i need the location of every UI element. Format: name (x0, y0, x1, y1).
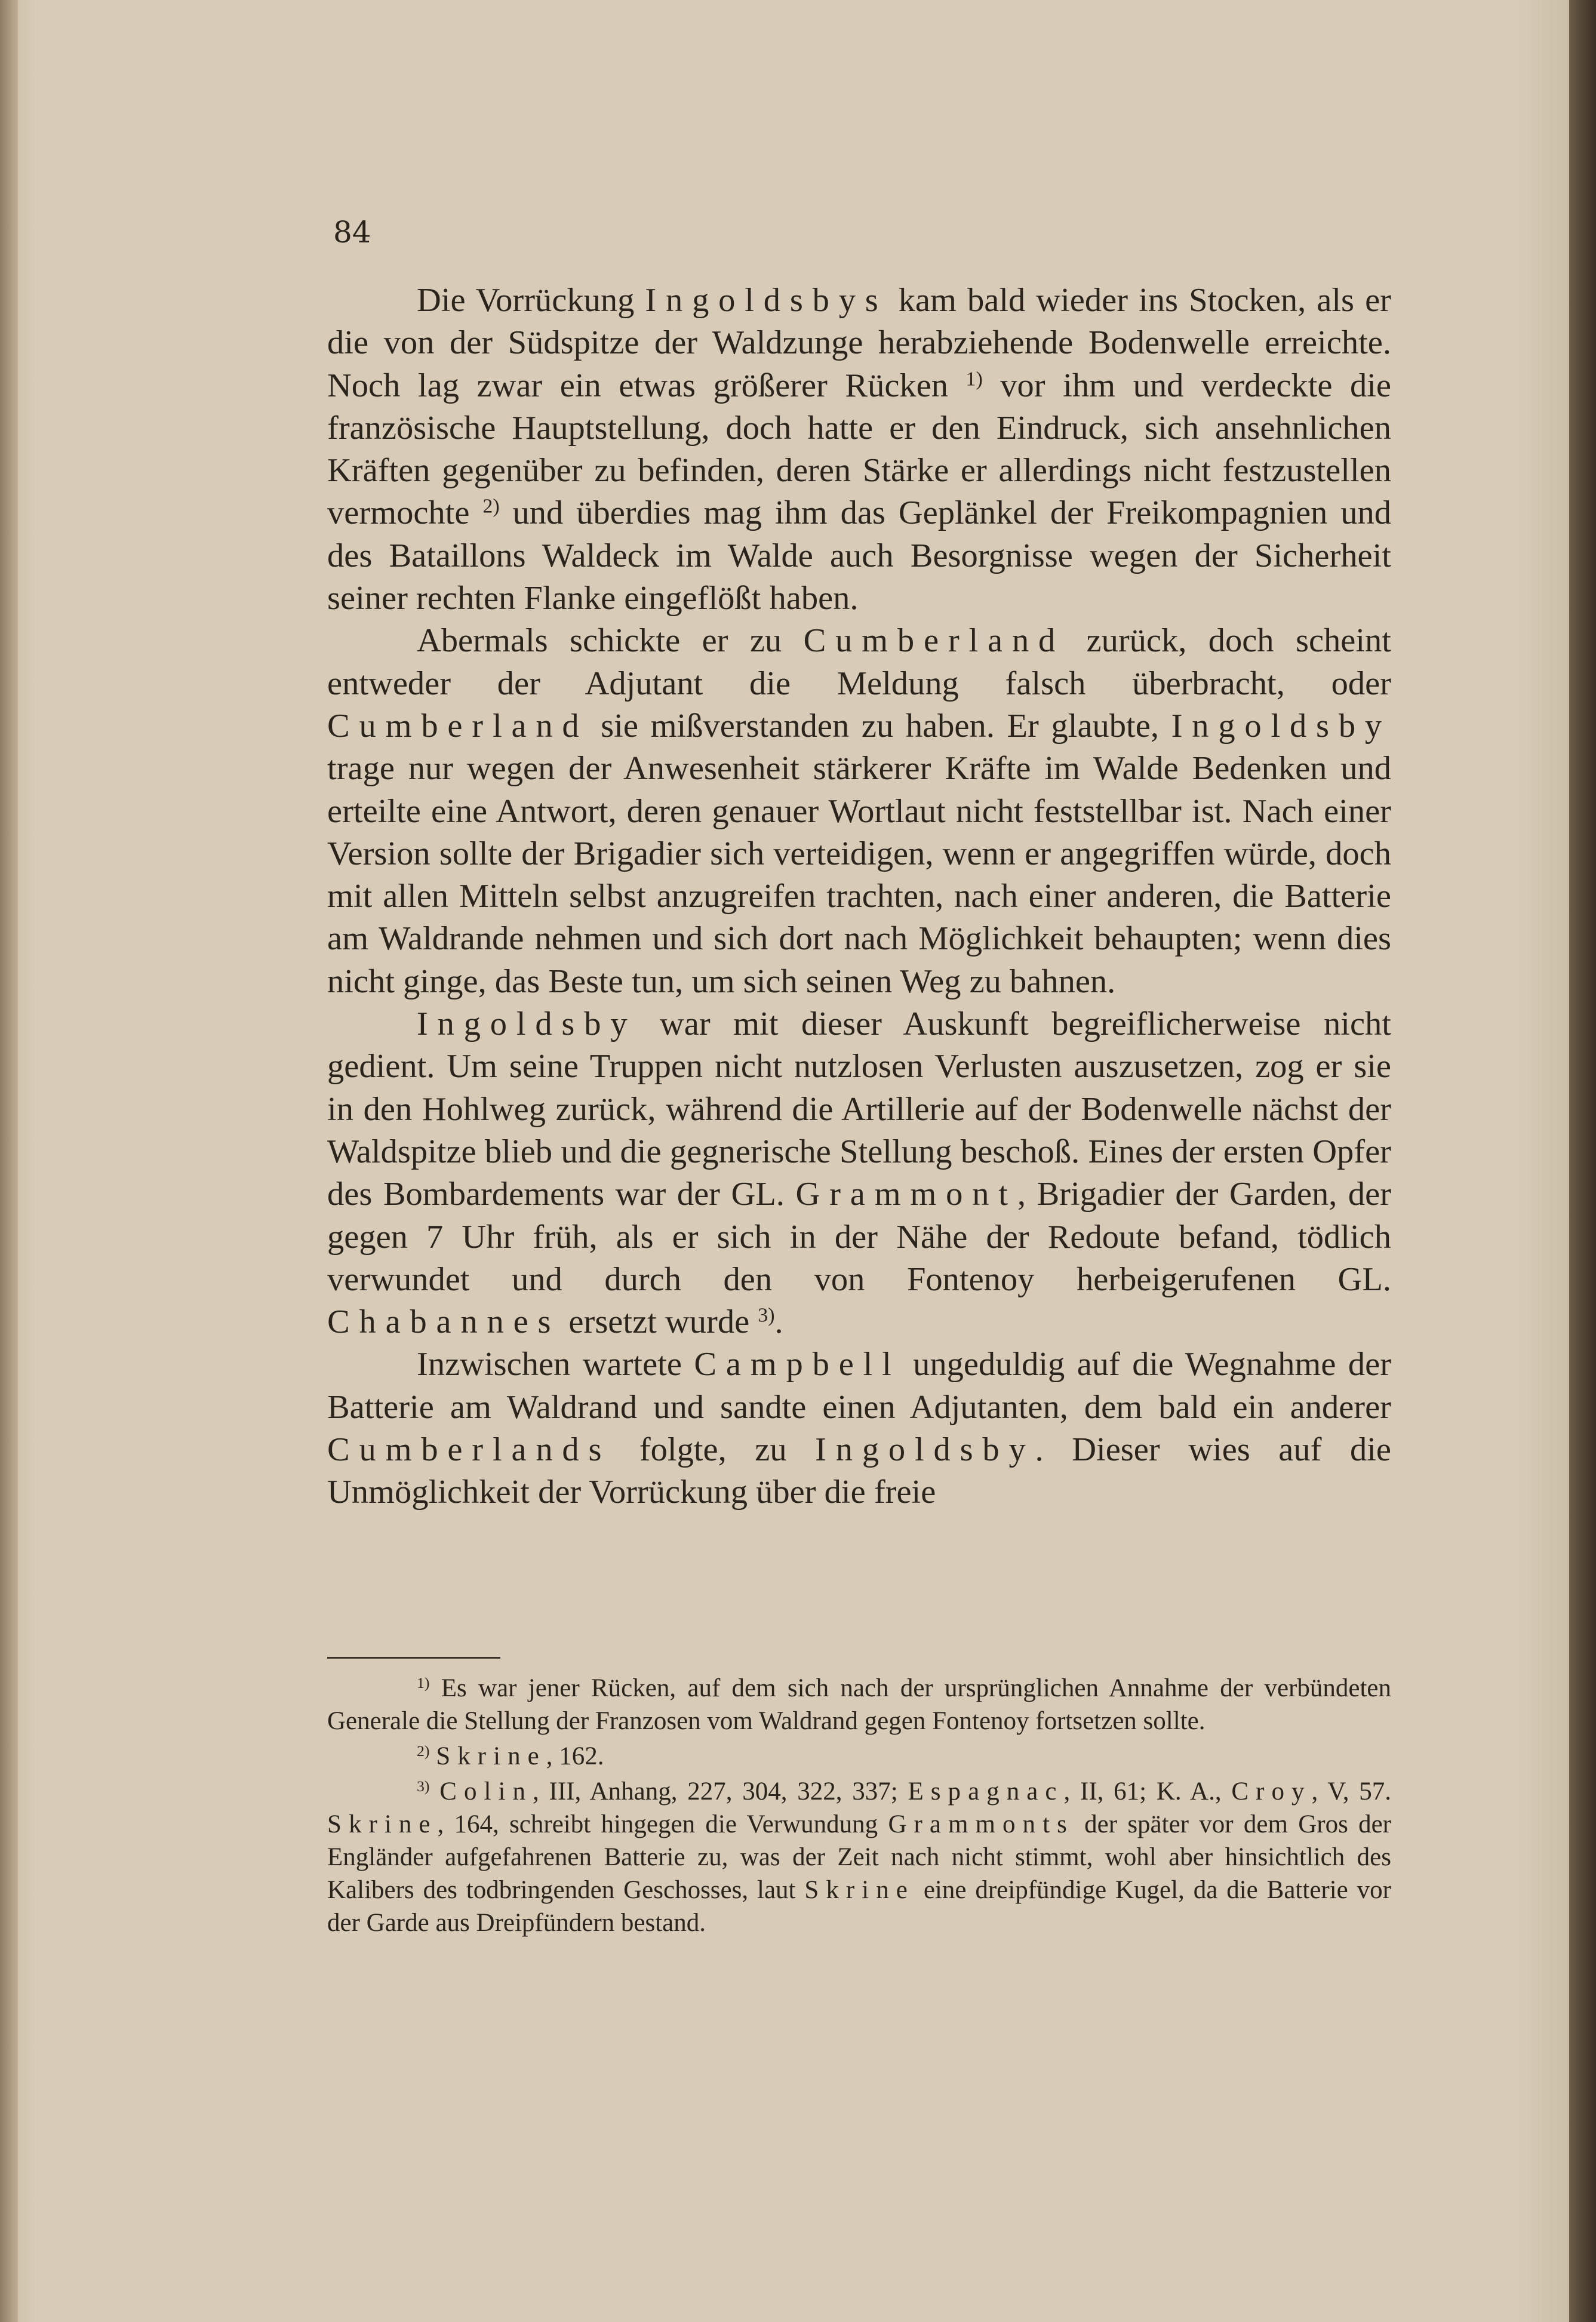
footnote-rule (327, 1657, 500, 1659)
text-run: Es war jener Rücken, auf dem sich nach der ursprünglichen Annahme der verbündeten Generale die Stellung der Franzosen vom Waldrand gegen Fontenoy fortsetzen sollte. (327, 1674, 1391, 1735)
text-run (430, 1777, 440, 1806)
spaced-name: Espagnac (908, 1777, 1064, 1806)
text-run: der später vor dem Gros der Engländer aufgefahrenen Batterie zu, was der Zeit nach nicht stimmt, wohl aber hinsichtlich des Kalibers des todbringenden Geschosses, laut (327, 1810, 1391, 1904)
footnote-marker: 2) (482, 495, 500, 518)
footnote-marker: 1) (965, 367, 983, 390)
text-run: war mit dieser Auskunft begreiflicherweise nicht gedient. Um seine Truppen nicht nutzlosen Verlusten auszusetzen, zog er sie in den Hohlweg zurück, während die Artillerie auf der Bodenwelle nächst der Waldspitze blieb und die gegnerische Stellung beschoß. Eines der ersten Opfer des Bombardements war der GL. (327, 1005, 1391, 1213)
footnote-marker: 1) (417, 1674, 430, 1691)
text-run: Inzwischen wartete (417, 1346, 694, 1383)
text-run: Die Vorrückung (417, 282, 645, 319)
spaced-name: Skrine (804, 1876, 915, 1904)
footnote-marker: 3) (417, 1777, 430, 1795)
text-run (430, 1742, 436, 1770)
text-run: . Dieser wies auf die Unmöglichkeit der Vorrückung über die freie (327, 1431, 1391, 1511)
text-run: und überdies mag ihm das Geplänkel der Freikompagnien und des Bataillons Waldeck im Walde auch Besorgnisse wegen der Sicherheit seiner rechten Flanke eingeflößt haben. (327, 494, 1391, 617)
spaced-name: Skrine (436, 1742, 546, 1770)
text-run: , 162. (546, 1742, 604, 1770)
text-run: vor ihm und verdeckte die französische Hauptstellung, doch hatte er den Eindruck, sich ansehnlichen Kräften gegenüber zu befinden, deren Stärke er allerdings nicht festzustellen vermochte (327, 367, 1391, 532)
spaced-name: Ingoldsbys (645, 282, 888, 319)
text-run: , II, 61; K. A., (1063, 1777, 1232, 1806)
footnote-2 (327, 1740, 1391, 1773)
page-left-edge (0, 0, 18, 2322)
spaced-name: Campbell (694, 1346, 901, 1383)
spaced-name: Ingoldsby (815, 1431, 1035, 1469)
spaced-name: Grammonts (888, 1810, 1074, 1838)
paragraph-3 (327, 1003, 1391, 1343)
book-spine-edge (1569, 0, 1596, 2322)
footnote-1 (327, 1672, 1391, 1737)
spaced-name: Cumberlands (327, 1431, 611, 1469)
text-run: eine dreipfündige Kugel, da die Batterie vor der Garde aus Dreipfündern bestand. (327, 1876, 1391, 1937)
paragraph-1 (327, 279, 1391, 620)
paragraph-4 (327, 1343, 1391, 1514)
page-number: 84 (333, 215, 371, 250)
footnote-3 (327, 1775, 1391, 1939)
footnote-marker: 2) (417, 1742, 430, 1760)
spaced-name: Grammont (795, 1176, 1017, 1213)
text-run: , III, Anhang, 227, 304, 322, 337; (533, 1777, 908, 1806)
text-run: , 164, schreibt hingegen die Verwundung (437, 1810, 888, 1838)
text-run: . (774, 1303, 783, 1341)
text-run: , V, 57. (1311, 1777, 1392, 1806)
spaced-name: Ingoldsby (1171, 707, 1391, 745)
spaced-name: Ingoldsby (417, 1005, 637, 1043)
text-run: ungeduldig auf die Wegnahme der Batterie am Waldrand und sandte einen Adjutanten, dem bald ein anderer (327, 1346, 1392, 1426)
spaced-name: Colin (439, 1777, 533, 1806)
paragraph-2 (327, 620, 1391, 1003)
text-run: sie mißverstanden zu haben. Er glaubte, (588, 707, 1171, 745)
text-run: , Brigadier der Garden, der gegen 7 Uhr früh, als er sich in der Nähe der Redoute befand, tödlich verwundet und durch den von Fontenoy herbeigerufenen GL. (327, 1176, 1392, 1298)
footnote-marker: 3) (758, 1304, 775, 1327)
spaced-name: Chabannes (327, 1303, 561, 1341)
spaced-name: Cumberland (327, 707, 589, 745)
text-run: folgte, zu (611, 1431, 816, 1469)
text-run: trage nur wegen der Anwesenheit stärkerer Kräfte im Walde Bedenken und erteilte eine Antwort, deren genauer Wortlaut nicht feststellbar ist. Nach einer Version sollte der Brigadier sich verteidigen, wenn er angegriffen würde, doch mit allen Mitteln selbst anzugreifen trachten, nach einer anderen, die Batterie am Waldrande nehmen und sich dort nach Möglichkeit behaupten; wenn dies nicht ginge, das Beste tun, um sich seinen Weg zu bahnen. (327, 750, 1391, 1000)
text-run: kam bald wieder ins Stocken, als er die von der Südspitze der Waldzunge herabziehende Bodenwelle erreichte. Noch lag zwar ein etwas größerer Rücken (327, 282, 1391, 404)
spaced-name: Croy (1231, 1777, 1312, 1806)
text-run: ersetzt wurde (560, 1303, 758, 1341)
main-text (327, 279, 1391, 1514)
spaced-name: Skrine (327, 1810, 438, 1838)
spaced-name: Cumberland (803, 622, 1065, 660)
text-run: Abermals schickte er zu (417, 622, 804, 660)
footnotes (327, 1672, 1391, 1939)
text-run: zurück, doch scheint entweder der Adjutant die Meldung falsch überbracht, oder (327, 622, 1391, 702)
